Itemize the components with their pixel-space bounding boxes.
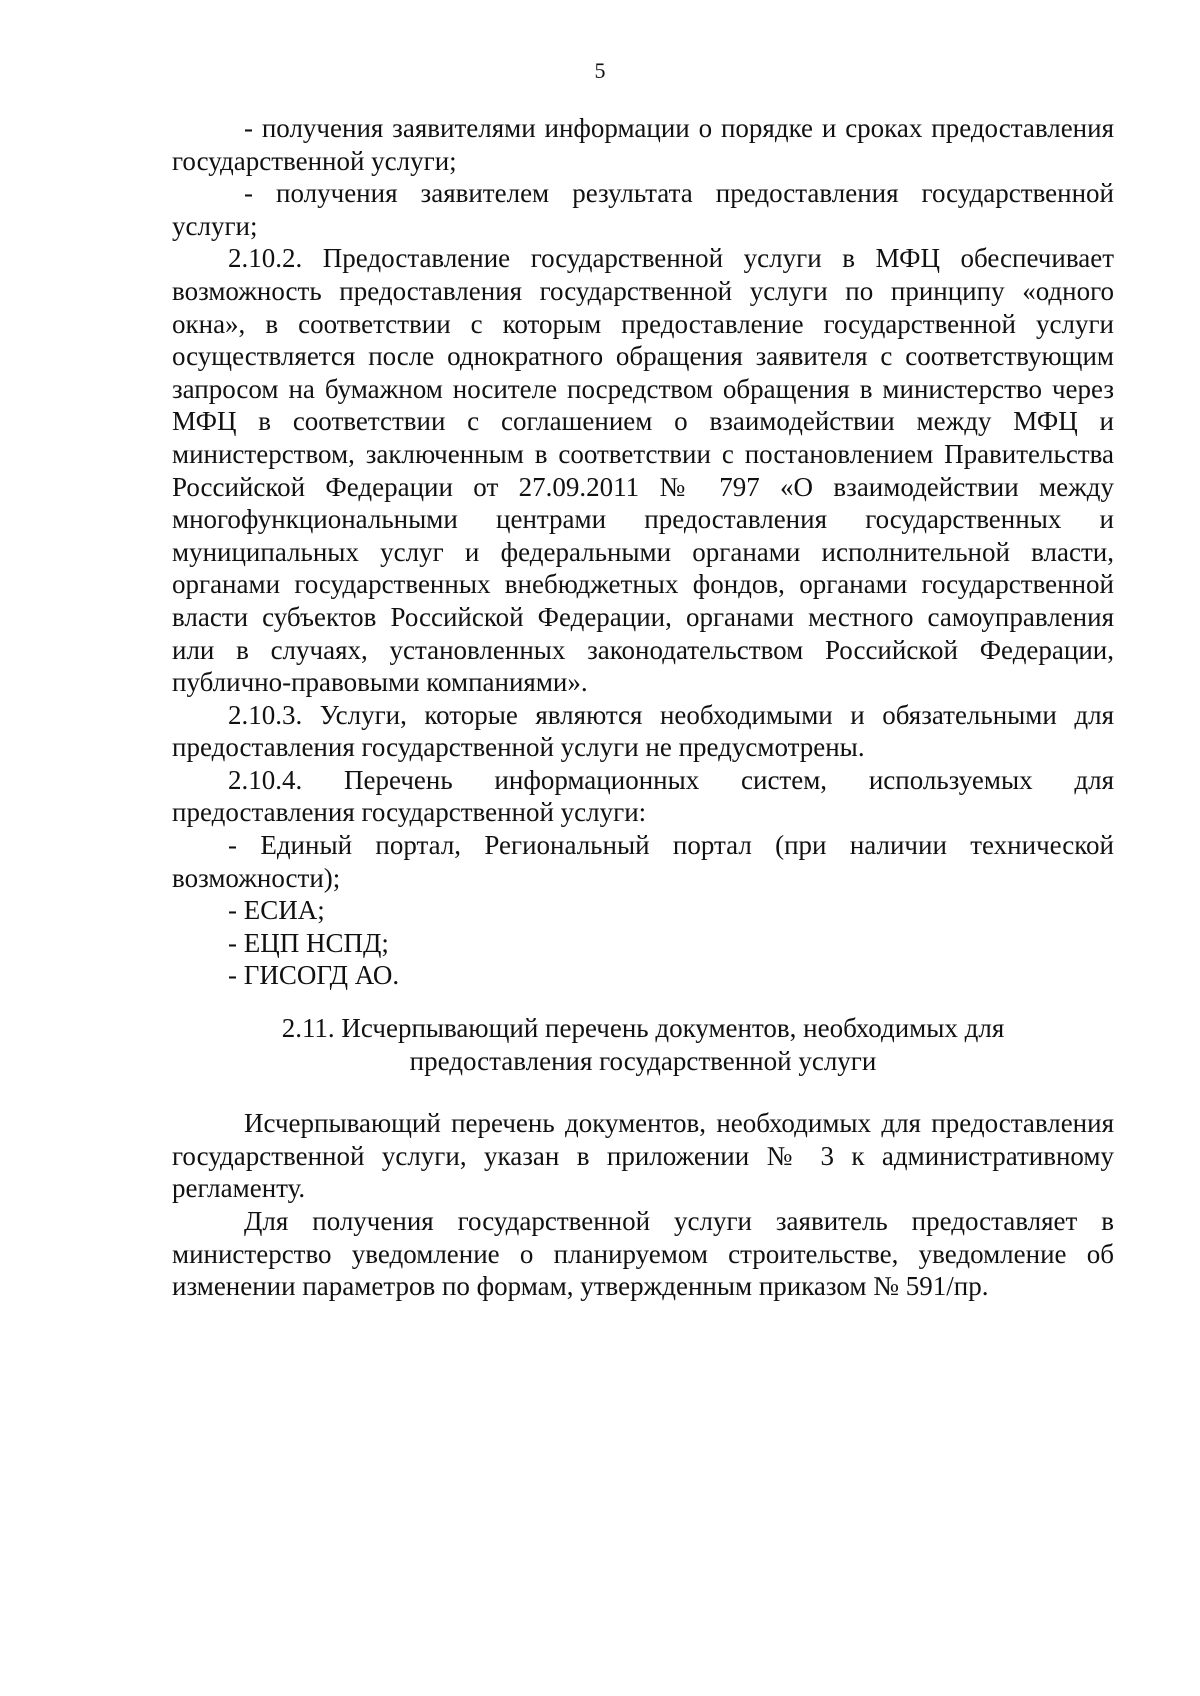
paragraph-notification: Для получения государственной услуги заявитель предоставляет в министерство уведомление о планируемом строительстве, уведомление об изменении параметров по формам, утвержденным приказом № 591/пр. (172, 1206, 1114, 1302)
list-item-esia: - ЕСИА; (228, 895, 325, 926)
paragraph-2-10-4: 2.10.4. Перечень информационных систем, используемых для предоставления государственной услуги: (172, 764, 1114, 828)
paragraph-portal: - Единый портал, Региональный портал (при наличии технической возможности); (172, 830, 1114, 893)
list-item-gisogd: - ГИСОГД АО. (228, 960, 400, 991)
list-item-ecp-nspd: - ЕЦП НСПД; (228, 927, 389, 958)
page-number: 5 (594, 58, 606, 83)
paragraph-2-10-2: 2.10.2. Предоставление государственной услуги в МФЦ обеспечивает возможность предоставления государственной услуги по принципу «одного окна», в соответствии с которым предоставление государственной услуги осуществляется после однократного обращения заявителя с соответствующим запросом на бумажном носителе посредством обращения в министерство через МФЦ в соответствии с соглашением о взаимодействии между МФЦ и министерством, заключенным в соответствии с постановлением Правительства Российской Федерации от 27.09.2011 № 797 «О взаимодействии между многофункциональными центрами предоставления государственных и муниципальных услуг и федеральными органами исполнительной власти, органами государственных внебюджетных фондов, органами государственной власти субъектов Российской Федерации, органами местного самоуправления или в случаях, установленных законодательством Российской Федерации, публично-правовыми компаниями». (172, 243, 1114, 698)
paragraph-info-receipt: - получения заявителями информации о порядке и сроках предоставления государственной услуги; (172, 113, 1114, 176)
paragraph-documents-list: Исчерпывающий перечень документов, необходимых для предоставления государственной услуги, указан в приложении № 3 к административному регламенту. (172, 1108, 1114, 1204)
document-body (172, 112, 1114, 1303)
section-heading-2-11 (172, 1012, 1114, 1077)
section-heading-line-2: предоставления государственной услуги (409, 1045, 877, 1076)
section-heading-line-1: 2.11. Исчерпывающий перечень документов, необходимых для (281, 1013, 1005, 1044)
paragraph-result-receipt: - получения заявителем результата предоставления государственной услуги; (172, 178, 1114, 241)
paragraph-2-10-3: 2.10.3. Услуги, которые являются необходимыми и обязательными для предоставления государственной услуги не предусмотрены. (172, 699, 1114, 763)
